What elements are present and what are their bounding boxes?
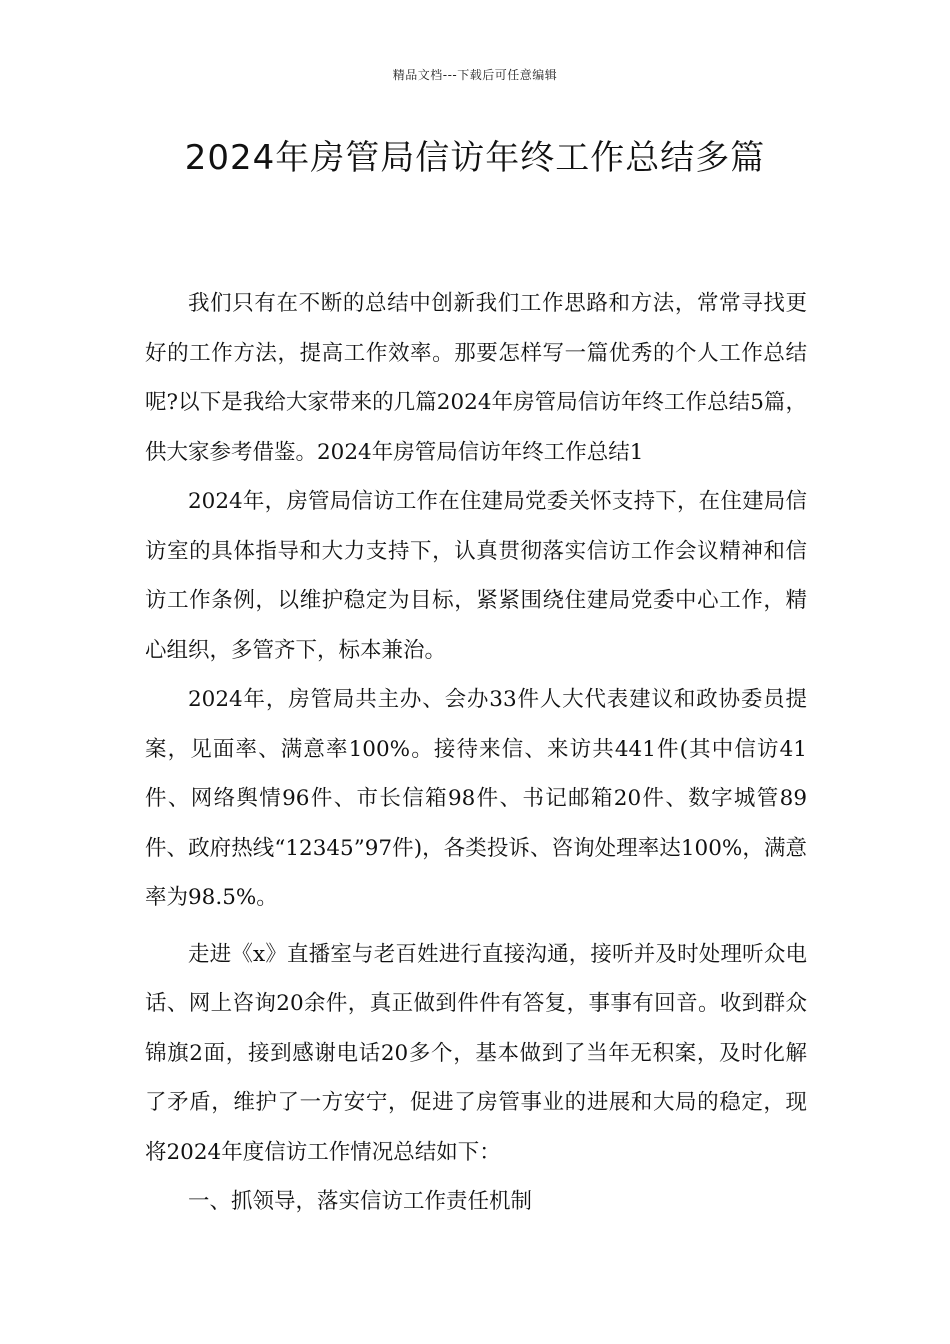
document-body	[145, 279, 807, 1227]
paragraph-intro: 我们只有在不断的总结中创新我们工作思路和方法，常常寻找更好的工作方法，提高工作效率。那要怎样写一篇优秀的个人工作总结呢?以下是我给大家带来的几篇2024年房管局信访年终工作总结5篇，供大家参考借鉴。2024年房管局信访年终工作总结1	[145, 291, 807, 465]
paragraph-broadcast: 走进《x》直播室与老百姓进行直接沟通，接听并及时处理听众电话、网上咨询20余件，真正做到件件有答复，事事有回音。收到群众锦旗2面，接到感谢电话20多个，基本做到了当年无积案，及时化解了矛盾，维护了一方安宁，促进了房管事业的进展和大局的稳定，现将2024年度信访工作情况总结如下：	[145, 941, 807, 1165]
section-heading-1: 一、抓领导，落实信访工作责任机制	[188, 1189, 533, 1214]
paragraph-statistics: 2024年，房管局共主办、会办33件人大代表建议和政协委员提案，见面率、满意率100%。接待来信、来访共441件(其中信访41件、网络舆情96件、市长信箱98件、书记邮箱20件、数字城管89件、政府热线“12345”97件)，各类投诉、咨询处理率达100%，满意率为98.5%。	[145, 687, 807, 910]
header-note: 精品文档---下载后可任意编辑	[392, 68, 558, 82]
paragraph-overview: 2024年，房管局信访工作在住建局党委关怀支持下，在住建局信访室的具体指导和大力支持下，认真贯彻落实信访工作会议精神和信访工作条例，以维护稳定为目标，紧紧围绕住建局党委中心工作，精心组织，多管齐下，标本兼治。	[145, 489, 807, 663]
document-title: 2024年房管局信访年终工作总结多篇	[184, 138, 766, 178]
